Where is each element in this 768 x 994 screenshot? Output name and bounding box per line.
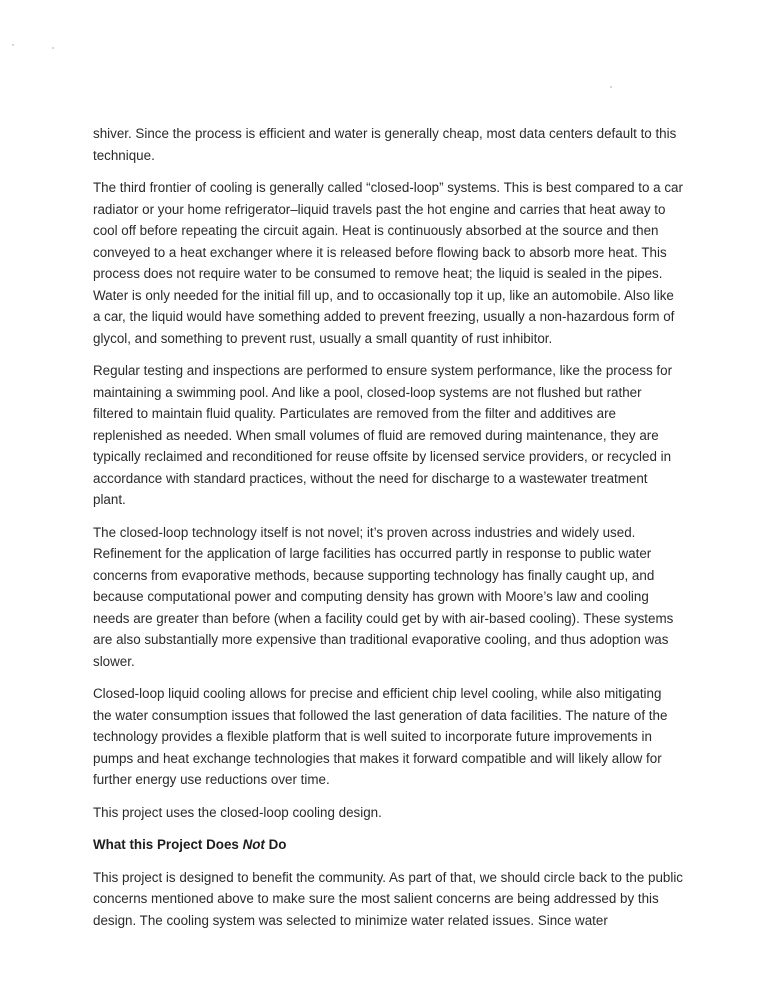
scan-speck xyxy=(610,86,612,88)
paragraph: shiver. Since the process is efficient and water is generally cheap, most data centers default to this technique. xyxy=(93,126,677,163)
heading-text-end: Do xyxy=(264,837,287,852)
document-body xyxy=(93,123,683,942)
paragraph: This project uses the closed-loop cooling design. xyxy=(93,804,382,820)
paragraph: The closed-loop technology itself is not novel; it’s proven across industries and widely used. Refinement for the application of large facilities has occurred partly in response to public water concerns from evaporative methods, because supporting technology has finally caught up, and because computational power and computing density has grown with Moore’s law and cooling needs are greater than before (when a facility could get by with air-based cooling). These systems are also substantially more expensive than traditional evaporative cooling, and thus adoption was slower. xyxy=(93,524,674,669)
scan-speck xyxy=(52,47,54,49)
paragraph: This project is designed to benefit the community. As part of that, we should circle back to the public concerns mentioned above to make sure the most salient concerns are being addressed by this design. The cooling system was selected to minimize water related issues. Since water xyxy=(93,869,683,928)
section-heading xyxy=(93,834,683,856)
paragraph: Regular testing and inspections are performed to ensure system performance, like the process for maintaining a swimming pool. And like a pool, closed-loop systems are not flushed but rather filtered to maintain fluid quality. Particulates are removed from the filter and additives are replenished as needed. When small volumes of fluid are removed during maintenance, they are typically reclaimed and reconditioned for reuse offsite by licensed service providers, or recycled in accordance with standard practices, without the need for discharge to a wastewater treatment plant. xyxy=(93,363,673,507)
scan-speck xyxy=(12,44,14,46)
paragraph: Closed-loop liquid cooling allows for precise and efficient chip level cooling, while also mitigating the water consumption issues that followed the last generation of data facilities. The nature of the technology provides a flexible platform that is well suited to incorporate future improvements in pumps and heat exchange technologies that makes it forward compatible and will likely allow for further energy use reductions over time. xyxy=(93,686,668,787)
heading-emphasis: Not xyxy=(242,837,265,852)
heading-text: What this Project Does xyxy=(93,837,243,852)
paragraph: The third frontier of cooling is generally called “closed-loop” systems. This is best compared to a car radiator or your home refrigerator–liquid travels past the hot engine and carries that heat away to cool off before repeating the circuit again. Heat is continuously absorbed at the source and then conveyed to a heat exchanger where it is released before flowing back to absorb more heat. This process does not require water to be consumed to remove heat; the liquid is sealed in the pipes. Water is only needed for the initial fill up, and to occasionally top it up, like an automobile. Also like a car, the liquid would have something added to prevent freezing, usually a non-hazardous form of glycol, and something to prevent rust, usually a small quantity of rust inhibitor. xyxy=(93,180,683,346)
